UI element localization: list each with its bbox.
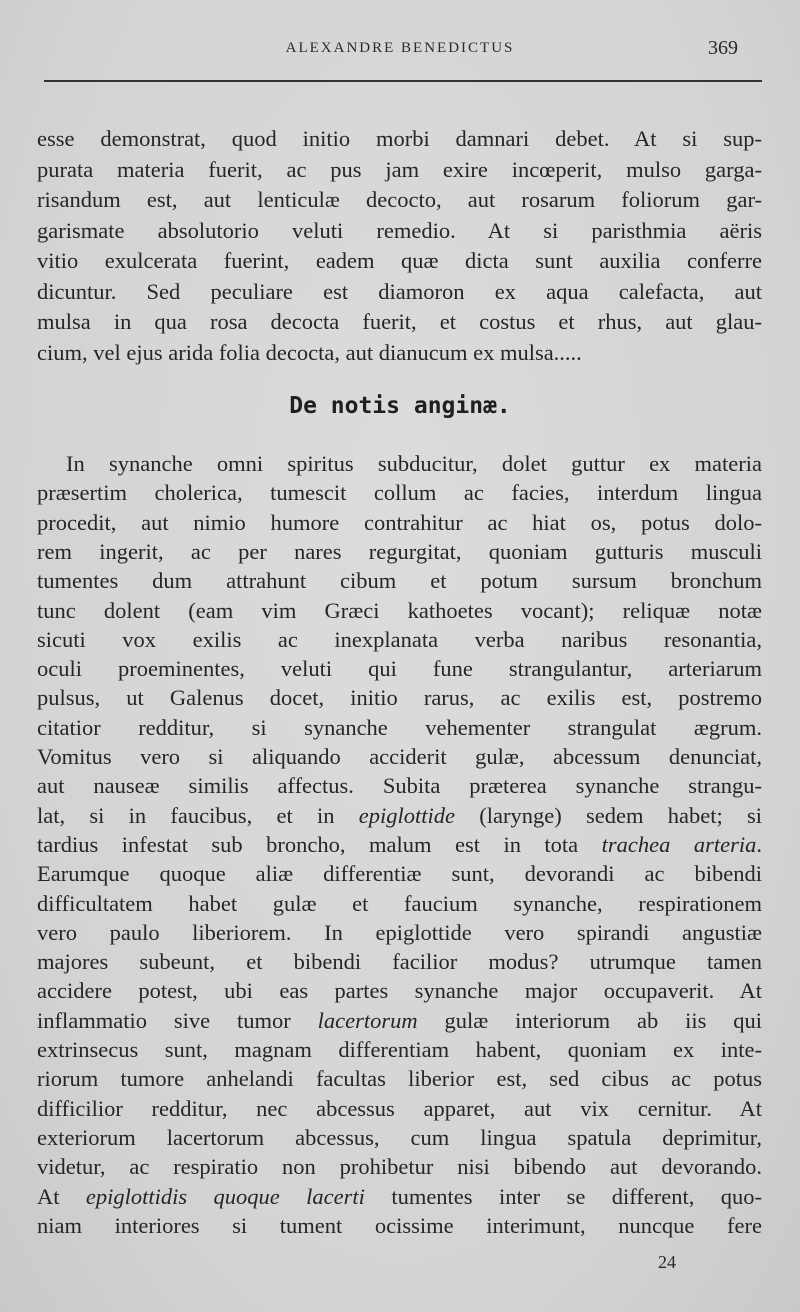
text-line: tardius infestat sub broncho, malum est in tota trachea arteria. [37,831,762,857]
header-rule [44,80,762,82]
text-line: riorum tumore anhelandi facultas liberior est, sed cibus ac potus [37,1066,762,1092]
text-line: procedit, aut nimio humore contrahitur ac hiat os, potus dolo- [37,509,762,535]
text-line: præsertim cholerica, tumescit collum ac facies, interdum lingua [37,480,762,506]
text-line: aut nauseæ similis affectus. Subita præterea synanche strangu- [37,773,762,799]
text-line: esse demonstrat, quod initio morbi damnari debet. At si sup- [37,126,762,151]
text-line: videtur, ac respiratio non prohibetur nisi bibendo aut devorando. [37,1154,762,1180]
text-line: Earumque quoque aliæ differentiæ sunt, devorandi ac bibendi [37,861,762,887]
text-line: tunc dolent (eam vim Græci kathoetes vocant); reliquæ notæ [37,597,762,623]
section-heading: De notis anginæ. [289,393,511,419]
text-line: In synanche omni spiritus subducitur, dolet guttur ex materia [66,451,762,476]
text-line: oculi proeminentes, veluti qui fune strangulantur, arteriarum [37,656,762,682]
text-line: cium, vel ejus arida folia decocta, aut dianucum ex mulsa..... [37,339,582,365]
text-line: majores subeunt, et bibendi facilior modus? utrumque tamen [37,949,762,975]
running-title: ALEXANDRE BENEDICTUS [285,40,515,56]
text-line: risandum est, aut lenticulæ decocto, aut rosarum foliorum gar- [37,187,762,212]
text-line: exteriorum lacertorum abcessus, cum lingua spatula deprimitur, [37,1124,762,1150]
text-line: difficilior redditur, nec abcessus apparet, aut vix cernitur. At [37,1095,762,1121]
text-line: niam interiores si tument ocissime interimunt, nuncque fere [37,1212,762,1238]
text-line: inflammatio sive tumor lacertorum gulæ interiorum ab iis qui [37,1007,762,1033]
text-line: lat, si in faucibus, et in epiglottide (larynge) sedem habet; si [37,802,762,828]
text-line: dicuntur. Sed peculiare est diamoron ex aqua calefacta, aut [37,278,762,304]
page-header [40,37,760,70]
text-line: sicuti vox exilis ac inexplanata verba naribus resonantia, [37,626,762,652]
text-line: citatior redditur, si synanche vehementer strangulat ægrum. [37,714,762,740]
text-line: accidere potest, ubi eas partes synanche major occupaverit. At [37,978,762,1004]
text-line: garismate absolutorio veluti remedio. At si paristhmia aëris [37,217,762,243]
text-line: pulsus, ut Galenus docet, initio rarus, ac exilis est, postremo [37,685,762,711]
text-line: Vomitus vero si aliquando acciderit gulæ, abcessum denunciat, [37,744,762,769]
text-line: vero paulo liberiorem. In epiglottide vero spirandi angustiæ [37,919,762,945]
text-line: purata materia fuerit, ac pus jam exire incœperit, mulso garga- [37,156,762,182]
text-line: rem ingerit, ac per nares regurgitat, quoniam gutturis musculi [37,538,762,564]
text-line: tumentes dum attrahunt cibum et potum sursum bronchum [37,568,762,594]
text-line: At epiglottidis quoque lacerti tumentes inter se different, quo- [37,1183,762,1209]
text-line: vitio exulcerata fuerint, eadem quæ dicta sunt auxilia conferre [37,248,762,273]
signature-mark: 24 [658,1252,676,1272]
text-line: difficultatem habet gulæ et faucium synanche, respirationem [37,890,762,916]
text-line: extrinsecus sunt, magnam differentiam habent, quoniam ex inte- [37,1037,762,1062]
page-number: 369 [708,37,738,59]
text-line: mulsa in qua rosa decocta fuerit, et costus et rhus, aut glau- [37,309,762,334]
